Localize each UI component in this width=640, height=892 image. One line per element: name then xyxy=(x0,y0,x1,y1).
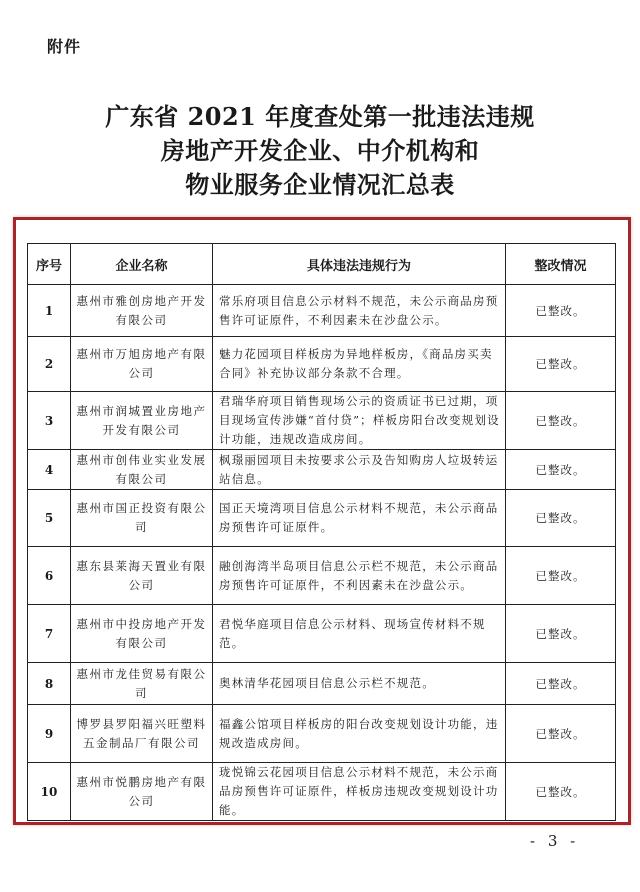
row-index: 7 xyxy=(28,605,71,663)
row-status: 已整改。 xyxy=(506,490,616,547)
row-status: 已整改。 xyxy=(506,763,616,821)
row-company: 惠东县莱海天置业有限公司 xyxy=(71,547,213,605)
header-violation: 具体违法违规行为 xyxy=(213,244,506,285)
row-status: 已整改。 xyxy=(506,337,616,392)
row-index: 8 xyxy=(28,663,71,705)
header-status: 整改情况 xyxy=(506,244,616,285)
row-index: 2 xyxy=(28,337,71,392)
title-line-2: 房地产开发企业、中介机构和 xyxy=(160,136,480,165)
table-row xyxy=(28,663,616,705)
row-status: 已整改。 xyxy=(506,392,616,450)
row-violation: 君悦华庭项目信息公示材料、现场宣传材料不规范。 xyxy=(213,605,506,663)
row-index: 4 xyxy=(28,450,71,490)
table-row xyxy=(28,392,616,450)
title-line-1: 广东省 2021 年度查处第一批违法违规 xyxy=(105,102,535,131)
page-number: - 3 - xyxy=(530,832,580,850)
row-company: 惠州市万旭房地产有限公司 xyxy=(71,337,213,392)
table-row xyxy=(28,450,616,490)
table-header-row xyxy=(28,244,616,285)
row-company: 惠州市国正投资有限公司 xyxy=(71,490,213,547)
row-status: 已整改。 xyxy=(506,285,616,337)
title-line-3: 物业服务企业情况汇总表 xyxy=(185,170,455,199)
row-violation: 国正天境湾项目信息公示材料不规范，未公示商品房预售许可证原件。 xyxy=(213,490,506,547)
row-index: 10 xyxy=(28,763,71,821)
row-violation: 融创海湾半岛项目信息公示栏不规范，未公示商品房预售许可证原件，不利因素未在沙盘公示。 xyxy=(213,547,506,605)
row-status: 已整改。 xyxy=(506,547,616,605)
row-index: 9 xyxy=(28,705,71,763)
row-company: 惠州市创伟业实业发展有限公司 xyxy=(71,450,213,490)
row-violation: 枫璟丽园项目未按要求公示及告知购房人垃圾转运站信息。 xyxy=(213,450,506,490)
row-index: 1 xyxy=(28,285,71,337)
row-company: 惠州市雅创房地产开发有限公司 xyxy=(71,285,213,337)
document-title xyxy=(0,100,640,202)
row-company: 博罗县罗阳福兴旺塑料五金制品厂有限公司 xyxy=(71,705,213,763)
row-index: 5 xyxy=(28,490,71,547)
header-company: 企业名称 xyxy=(71,244,213,285)
row-status: 已整改。 xyxy=(506,450,616,490)
table-row xyxy=(28,490,616,547)
row-company: 惠州市中投房地产开发有限公司 xyxy=(71,605,213,663)
table-row xyxy=(28,337,616,392)
row-index: 3 xyxy=(28,392,71,450)
attachment-label: 附件 xyxy=(47,37,82,56)
row-status: 已整改。 xyxy=(506,663,616,705)
header-index: 序号 xyxy=(28,244,71,285)
row-violation: 常乐府项目信息公示材料不规范，未公示商品房预售许可证原件，不利因素未在沙盘公示。 xyxy=(213,285,506,337)
row-company: 惠州市龙佳贸易有限公司 xyxy=(71,663,213,705)
table-row xyxy=(28,547,616,605)
table-row xyxy=(28,285,616,337)
row-violation: 魅力花园项目样板房为异地样板房，《商品房买卖合同》补充协议部分条款不合理。 xyxy=(213,337,506,392)
table-row xyxy=(28,763,616,821)
row-status: 已整改。 xyxy=(506,605,616,663)
row-violation: 福鑫公馆项目样板房的阳台改变规划设计功能，违规改造成房间。 xyxy=(213,705,506,763)
row-company: 惠州市悦鹏房地产有限公司 xyxy=(71,763,213,821)
row-status: 已整改。 xyxy=(506,705,616,763)
table-row xyxy=(28,705,616,763)
summary-table xyxy=(27,243,616,821)
row-violation: 奥林清华花园项目信息公示栏不规范。 xyxy=(213,663,506,705)
row-index: 6 xyxy=(28,547,71,605)
row-violation: 珑悦锦云花园项目信息公示材料不规范，未公示商品房预售许可证原件，样板房违规改变规划设计功能。 xyxy=(213,763,506,821)
row-company: 惠州市润城置业房地产开发有限公司 xyxy=(71,392,213,450)
row-violation: 君瑞华府项目销售现场公示的资质证书已过期，项目现场宣传涉嫌“首付贷”；样板房阳台改变规划设计功能，违规改造成房间。 xyxy=(213,392,506,450)
table-row xyxy=(28,605,616,663)
